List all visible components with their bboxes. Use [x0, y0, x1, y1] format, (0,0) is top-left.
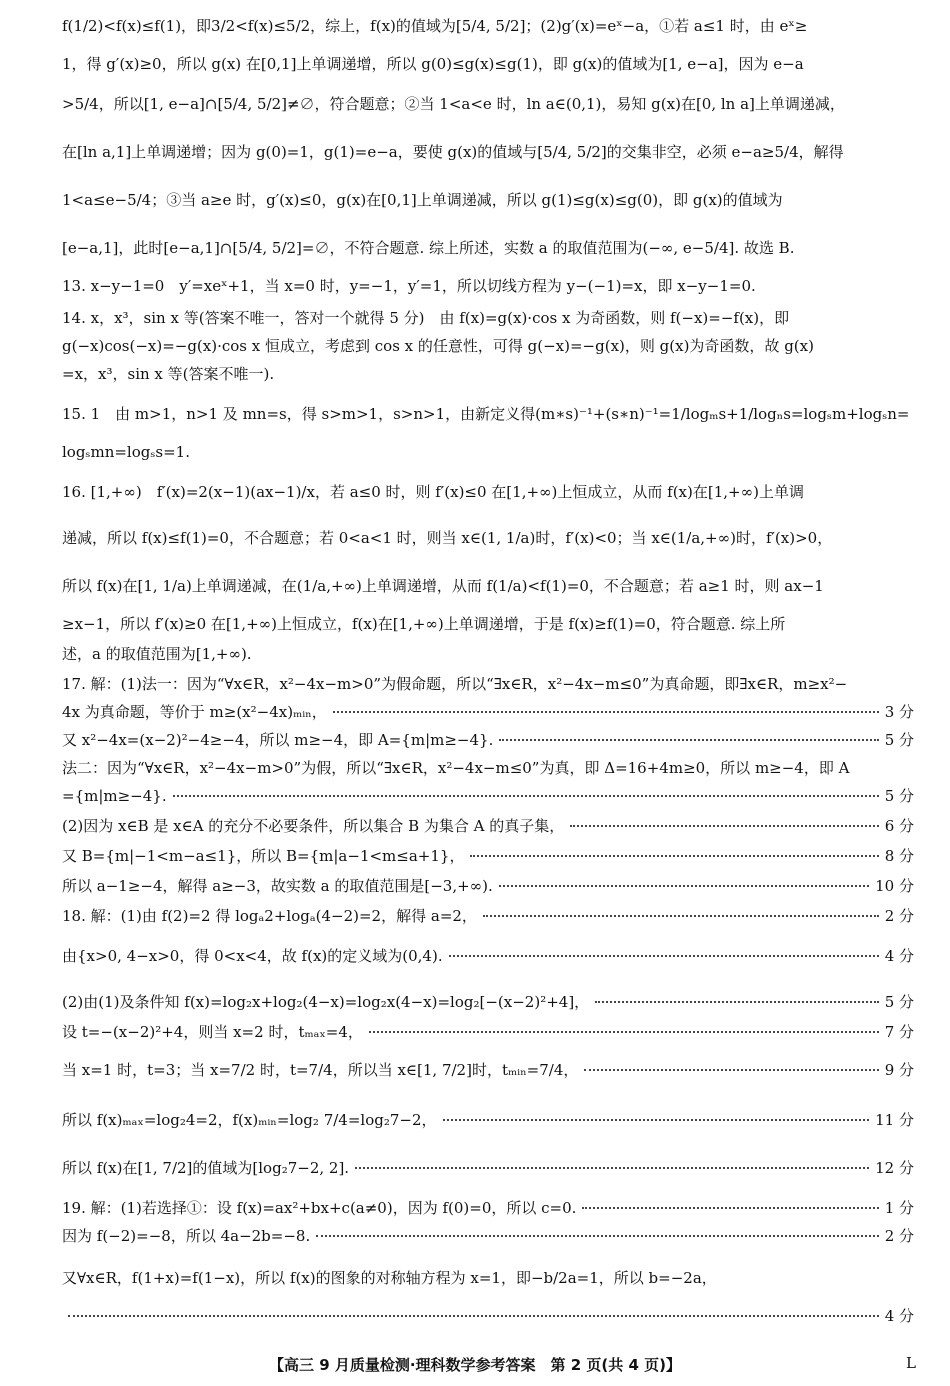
line-text: 递减，所以 f(x)≤f(1)=0，不合题意；若 0<a<1 时，则当 x∈(1, 1/a)时，f′(x)<0；当 x∈(1/a,+∞)时，f′(x)>0， [62, 529, 833, 547]
text-line [62, 614, 914, 634]
text-line [62, 16, 914, 36]
line-text: 又 x²−4x=(x−2)²−4≥−4，所以 m≥−4，即 A={m|m≥−4}. [62, 731, 494, 749]
text-line [62, 336, 914, 356]
text-line [62, 1306, 914, 1326]
line-text: >5/4，所以[1, e−a]∩[5/4, 5/2]≠∅，符合题意；②当 1<a<e 时，ln a∈(0,1)，易知 g(x)在[0, ln a]上单调递减， [62, 95, 845, 113]
text-line [62, 1060, 914, 1080]
score-label: 5 分 [884, 731, 914, 749]
score-label: 11 分 [875, 1111, 914, 1129]
dotted-leader [584, 1069, 878, 1071]
line-text: 13. x−y−1=0 y′=xeˣ+1，当 x=0 时，y=−1，y′=1，所以切线方程为 y−(−1)=x，即 x−y−1=0. [62, 277, 756, 295]
dotted-leader [68, 1315, 879, 1317]
line-text: g(−x)cos(−x)=−g(x)·cos x 恒成立，考虑到 cos x 的任意性，可得 g(−x)=−g(x)，则 g(x)为奇函数，故 g(x) [62, 337, 814, 355]
line-text: 1，得 g′(x)≥0，所以 g(x) 在[0,1]上单调递增，所以 g(0)≤g(x)≤g(1)，即 g(x)的值域为[1, e−a]，因为 e−a [62, 55, 804, 73]
text-line [62, 576, 914, 596]
dotted-leader [595, 1001, 879, 1003]
text-line [62, 1226, 914, 1246]
line-text: 1<a≤e−5/4；③当 a≥e 时，g′(x)≤0，g(x)在[0,1]上单调递减，所以 g(1)≤g(x)≤g(0)，即 g(x)的值域为 [62, 191, 783, 209]
score-label: 12 分 [875, 1159, 914, 1177]
line-text: 设 t=−(x−2)²+4，则当 x=2 时，tₘₐₓ=4， [62, 1023, 363, 1041]
text-line [62, 674, 914, 694]
page-footer: 【高三 9 月质量检测·理科数学参考答案 第 2 页(共 4 页)】 [268, 1356, 682, 1374]
score-label: 4 分 [884, 947, 914, 965]
text-line [62, 876, 914, 896]
score-label: 8 分 [884, 847, 914, 865]
text-line [62, 786, 914, 806]
dotted-leader [483, 915, 879, 917]
line-text: 又∀x∈R，f(1+x)=f(1−x)，所以 f(x)的图象的对称轴方程为 x=1，即−b/2a=1，所以 b=−2a， [62, 1269, 717, 1287]
line-text: (2)因为 x∈B 是 x∈A 的充分不必要条件，所以集合 B 为集合 A 的真子集， [62, 817, 565, 835]
text-line [62, 54, 914, 74]
text-line [62, 442, 914, 462]
text-line [62, 276, 914, 296]
score-label: 2 分 [884, 1227, 914, 1245]
score-label: 10 分 [875, 877, 914, 895]
line-text: 所以 f(x)在[1, 7/2]的值域为[log₂7−2, 2]. [62, 1159, 350, 1177]
line-text: 所以 f(x)在[1, 1/a)上单调递减，在(1/a,+∞)上单调递增，从而 f(1/a)<f(1)=0，不合题意；若 a≥1 时，则 ax−1 [62, 577, 824, 595]
score-label: 5 分 [884, 993, 914, 1011]
text-line [62, 702, 914, 722]
line-text: 所以 f(x)ₘₐₓ=log₂4=2，f(x)ₘᵢₙ=log₂ 7/4=log₂7−2， [62, 1111, 437, 1129]
line-text: 述，a 的取值范围为[1,+∞). [62, 645, 252, 663]
line-text: ={m|m≥−4}. [62, 787, 167, 805]
line-text: 因为 f(−2)=−8，所以 4a−2b=−8. [62, 1227, 311, 1245]
line-text: 所以 a−1≥−4，解得 a≥−3，故实数 a 的取值范围是[−3,+∞). [62, 877, 493, 895]
dotted-leader [333, 711, 879, 713]
line-text: 又 B={m|−1<m−a≤1}，所以 B={m|a−1<m≤a+1}， [62, 847, 465, 865]
line-text: ≥x−1，所以 f′(x)≥0 在[1,+∞)上恒成立，f(x)在[1,+∞)上单调递增，于是 f(x)≥f(1)=0，符合题意. 综上所 [62, 615, 786, 633]
dotted-leader [570, 825, 878, 827]
line-text: (2)由(1)及条件知 f(x)=log₂x+log₂(4−x)=log₂x(4−x)=log₂[−(x−2)²+4]， [62, 993, 590, 1011]
line-text: 当 x=1 时，t=3；当 x=7/2 时，t=7/4，所以当 x∈[1, 7/2]时，tₘᵢₙ=7/4， [62, 1061, 579, 1079]
line-text: logₛmn=logₛs=1. [62, 443, 190, 461]
text-line [62, 1022, 914, 1042]
text-line [62, 1268, 914, 1288]
score-label: 9 分 [884, 1061, 914, 1079]
text-line [62, 404, 914, 424]
text-line [62, 482, 914, 502]
text-line [62, 364, 914, 384]
dotted-leader [449, 955, 879, 957]
text-line [62, 190, 914, 210]
line-text: 4x 为真命题，等价于 m≥(x²−4x)ₘᵢₙ， [62, 703, 327, 721]
line-text: f(1/2)<f(x)≤f(1)，即3/2<f(x)≤5/2，综上，f(x)的值域为[5/4, 5/2]；(2)g′(x)=eˣ−a，①若 a≤1 时，由 eˣ≥ [62, 17, 808, 35]
score-label: 6 分 [884, 817, 914, 835]
line-text: 18. 解：(1)由 f(2)=2 得 logₐ2+logₐ(4−2)=2，解得 a=2， [62, 907, 477, 925]
dotted-leader [316, 1235, 878, 1237]
text-line [62, 816, 914, 836]
text-line [62, 308, 914, 328]
score-label: 5 分 [884, 787, 914, 805]
score-label: 1 分 [884, 1199, 914, 1217]
line-text: 法二：因为“∀x∈R，x²−4x−m>0”为假，所以“∃x∈R，x²−4x−m≤0”为真，即 Δ=16+4m≥0，所以 m≥−4，即 A [62, 759, 850, 777]
text-line [62, 906, 914, 926]
text-line [62, 846, 914, 866]
page-letter: L [906, 1354, 916, 1372]
line-text: 由{x>0, 4−x>0，得 0<x<4，故 f(x)的定义域为(0,4). [62, 947, 443, 965]
text-line [62, 238, 914, 258]
score-label: 3 分 [884, 703, 914, 721]
text-line [62, 528, 914, 548]
line-text: =x，x³，sin x 等(答案不唯一). [62, 365, 275, 383]
text-line [62, 142, 914, 162]
dotted-leader [499, 885, 869, 887]
text-line [62, 644, 914, 664]
dotted-leader [582, 1207, 878, 1209]
score-label: 7 分 [884, 1023, 914, 1041]
text-line [62, 730, 914, 750]
dotted-leader [355, 1167, 869, 1169]
text-line [62, 1158, 914, 1178]
dotted-leader [369, 1031, 879, 1033]
text-line [62, 1198, 914, 1218]
line-text: 15. 1 由 m>1，n>1 及 mn=s，得 s>m>1，s>n>1，由新定义得(m∗s)⁻¹+(s∗n)⁻¹=1/logₘs+1/logₙs=logₛm+logₛn= [62, 405, 910, 423]
text-line [62, 992, 914, 1012]
line-text: [e−a,1]，此时[e−a,1]∩[5/4, 5/2]=∅，不符合题意. 综上所述，实数 a 的取值范围为(−∞, e−5/4]. 故选 B. [62, 239, 795, 257]
dotted-leader [470, 855, 878, 857]
dotted-leader [173, 795, 879, 797]
text-line [62, 1110, 914, 1130]
dotted-leader [443, 1119, 870, 1121]
score-label: 4 分 [884, 1307, 914, 1325]
line-text: 14. x，x³，sin x 等(答案不唯一，答对一个就得 5 分) 由 f(x)=g(x)·cos x 为奇函数，则 f(−x)=−f(x)，即 [62, 309, 790, 327]
text-line [62, 946, 914, 966]
line-text: 16. [1,+∞) f′(x)=2(x−1)(ax−1)/x，若 a≤0 时，则 f′(x)≤0 在[1,+∞)上恒成立，从而 f(x)在[1,+∞)上单调 [62, 483, 804, 501]
dotted-leader [499, 739, 878, 741]
score-label: 2 分 [884, 907, 914, 925]
line-text: 19. 解：(1)若选择①：设 f(x)=ax²+bx+c(a≠0)，因为 f(0)=0，所以 c=0. [62, 1199, 577, 1217]
text-line [62, 94, 914, 114]
line-text: 17. 解：(1)法一：因为“∀x∈R，x²−4x−m>0”为假命题，所以“∃x∈R，x²−4x−m≤0”为真命题，即∃x∈R，m≥x²− [62, 675, 848, 693]
line-text: 在[ln a,1]上单调递增；因为 g(0)=1，g(1)=e−a，要使 g(x)的值域与[5/4, 5/2]的交集非空，必须 e−a≥5/4，解得 [62, 143, 844, 161]
text-line [62, 758, 914, 778]
